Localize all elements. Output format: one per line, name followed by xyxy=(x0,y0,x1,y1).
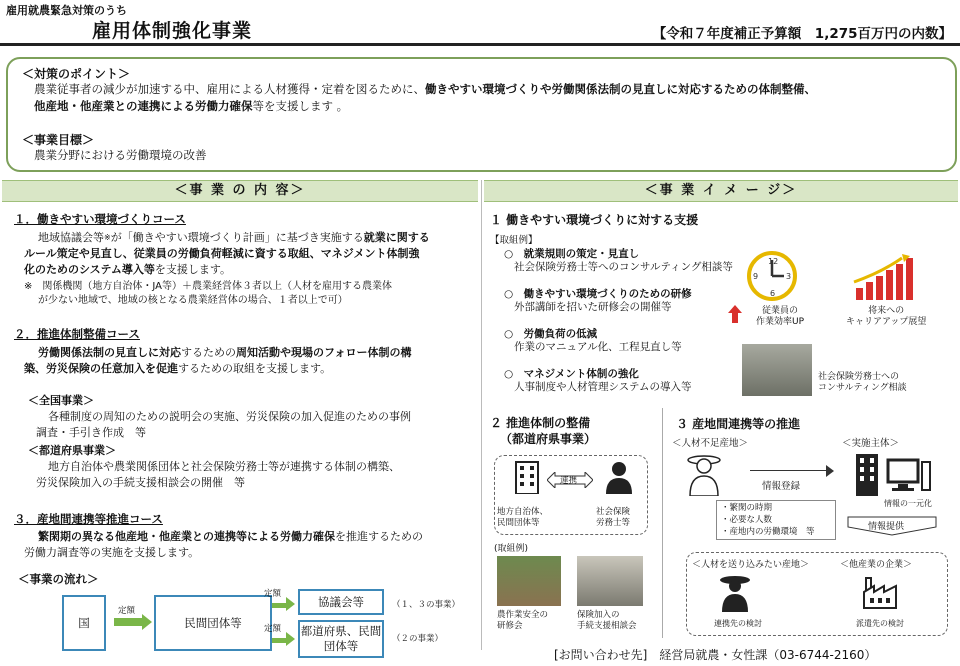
send-caption: 連携先の検討 xyxy=(714,619,762,628)
link-label: 連携 xyxy=(560,476,578,486)
flow-arrowhead-1 xyxy=(142,614,152,630)
registration-details: ・繁閑の時期 ・必要な人数 ・産地内の労働環境 等 xyxy=(716,500,836,540)
national-body: 各種制度の周知のための説明会の実施、労災保険の加入促進のための事例 調査・手引き作成 等 xyxy=(36,410,411,439)
building-icon xyxy=(512,460,542,494)
clock-icon xyxy=(746,250,798,302)
page-title: 雇用体制強化事業 xyxy=(92,20,253,42)
flow-fixed-label-3: 定額 xyxy=(264,624,282,634)
up-arrow-icon xyxy=(728,305,742,323)
goal-heading: ＜事業目標＞ xyxy=(22,133,95,147)
image-section-3-title: ３ 産地間連携等の推進 xyxy=(676,417,801,431)
flow-note-1: （１、３の事業） xyxy=(392,600,461,610)
actor-label: ＜実施主体＞ xyxy=(842,438,900,449)
course-3-body: 繁閑期の異なる他産地・他産業との連携等による労働力確保を推進するための 労働力調査等の実施を支援します。 xyxy=(24,530,423,559)
image-section-1-title: １ 働きやすい環境づくりに対する支援 xyxy=(490,213,699,227)
title-rule xyxy=(0,43,960,46)
flow-arrow-1 xyxy=(114,618,144,626)
provide-label: 情報提供 xyxy=(868,522,905,532)
svg-text:12: 12 xyxy=(768,257,779,266)
flow-private-box: 民間団体等 xyxy=(154,595,272,651)
svg-text:3: 3 xyxy=(786,272,792,281)
flow-heading: ＜事業の流れ＞ xyxy=(18,572,99,586)
flow-arrowhead-3 xyxy=(286,632,295,646)
short-area-label: ＜人材不足産地＞ xyxy=(672,438,749,449)
course-1-note: ※ 関係機関（地方自治体・JA等）＋農業経営体３者以上（人材を雇用する農業体 が少ない地域で、地域の核となる農業経営体の場合、１者以上で可） xyxy=(24,281,392,306)
dispatch-caption: 派遣先の検討 xyxy=(856,619,904,628)
registration-arrow xyxy=(750,470,828,471)
career-caption: 将来への キャリアアップ展望 xyxy=(846,306,927,327)
flow-note-2: （２の事業） xyxy=(392,634,444,644)
examples-label: 【取組例】 xyxy=(490,235,538,246)
farmer-hat-icon xyxy=(718,572,752,612)
points-body: 農業従事者の減少が加速する中、雇用による人材獲得・定着を図るために、働きやすい環境づくりや労働関係法制の見直しに対応するための体制整備、 他産地・他産業との連携による労働力確保等を支援します 。 xyxy=(34,82,816,113)
example-item-4: ○ マネジメント体制の強化 人事制度や人材管理システムの導入等 xyxy=(504,368,692,393)
svg-text:9: 9 xyxy=(753,272,759,281)
example-item-2: ○ 働きやすい環境づくりのための研修 外部講師を招いた研修会の開催等 xyxy=(504,288,692,313)
flow-fixed-label-1: 定額 xyxy=(118,606,136,616)
cooperation-right-caption: 社会保険 労務士等 xyxy=(596,507,631,528)
flow-fixed-label-2: 定額 xyxy=(264,589,282,599)
course-1-title: １．働きやすい環境づくりコース xyxy=(14,212,186,226)
flow-arrowhead-2 xyxy=(286,597,295,611)
cooperation-left-caption: 地方自治体、 民間団体等 xyxy=(497,507,549,528)
goal-body: 農業分野における労働環境の改善 xyxy=(34,148,207,162)
course-2-body: 労働関係法制の見直しに対応するための周知活動や現場のフォロー体制の構 築、労災保険の任意加入を促進するための取組を支援します。 xyxy=(24,346,412,375)
prefecture-heading: ＜都道府県事業＞ xyxy=(28,444,116,457)
section-2-examples-label: (取組例) xyxy=(494,544,529,554)
flow-prefecture-box: 都道府県、民間団体等 xyxy=(298,620,384,658)
flow-council-box: 協議会等 xyxy=(298,589,384,615)
registration-arrowhead xyxy=(826,465,834,477)
consulting-photo xyxy=(742,344,812,396)
send-area-label: ＜人材を送り込みたい産地＞ xyxy=(692,560,810,570)
prefecture-body: 地方自治体や農業関係団体と社会保険労務士等が連携する体制の構築、 労災保険加入の手続支援相談会の開催 等 xyxy=(36,460,400,489)
flow-country-box: 国 xyxy=(62,595,106,651)
office-building-icon xyxy=(852,452,882,496)
consulting-caption: 社会保険労務士への コンサルティング相談 xyxy=(818,372,907,393)
budget-label: 【令和７年度補正予算額 1,275百万円の内数】 xyxy=(652,26,952,42)
person-icon xyxy=(604,460,634,494)
contact-info: [お問い合わせ先] 経営局就農・女性課（03-6744-2160） xyxy=(554,648,877,662)
example-item-3: ○ 労働負荷の低減 作業のマニュアル化、工程見直し等 xyxy=(504,328,682,353)
image-section-2-title: ２ 推進体制の整備 （都道府県事業） xyxy=(490,416,597,446)
column-divider xyxy=(481,180,482,650)
factory-icon xyxy=(862,576,898,610)
computer-icon xyxy=(886,458,932,494)
consultation-caption: 保険加入の 手続支援相談会 xyxy=(577,610,637,631)
course-3-title: ３．産地間連携等推進コース xyxy=(14,512,163,526)
section-divider xyxy=(662,408,663,638)
clock-caption: 従業員の 作業効率UP xyxy=(756,306,805,327)
course-2-title: ２．推進体制整備コース xyxy=(14,327,140,341)
header-subtitle: 雇用就農緊急対策のうち xyxy=(6,4,127,17)
course-1-body: 地域協議会等※が「働きやすい環境づくり計画」に基づき実施する就業に関する ルール策定や見直し、従業員の労働負荷軽減に資する取組、マネジメント体制強 化のためのシステム導入等を支援します。 xyxy=(24,231,430,276)
content-band: ＜事 業 の 内 容＞ xyxy=(2,180,478,202)
registration-label: 情報登録 xyxy=(762,481,801,492)
svg-text:6: 6 xyxy=(770,289,776,298)
safety-training-photo xyxy=(497,556,561,606)
points-heading: ＜対策のポイント＞ xyxy=(22,67,131,81)
consultation-session-photo xyxy=(577,556,643,606)
other-industry-label: ＜他産業の企業＞ xyxy=(840,560,913,570)
points-box xyxy=(6,57,957,172)
farmer-icon xyxy=(684,452,724,496)
national-heading: ＜全国事業＞ xyxy=(28,394,94,407)
example-item-1: ○ 就業規則の策定・見直し 社会保険労務士等へのコンサルティング相談等 xyxy=(504,248,733,273)
safety-training-caption: 農作業安全の 研修会 xyxy=(497,610,549,631)
image-band: ＜事 業 イ メ ー ジ＞ xyxy=(484,180,958,202)
career-growth-icon xyxy=(852,252,916,302)
unify-label: 情報の一元化 xyxy=(884,499,932,508)
